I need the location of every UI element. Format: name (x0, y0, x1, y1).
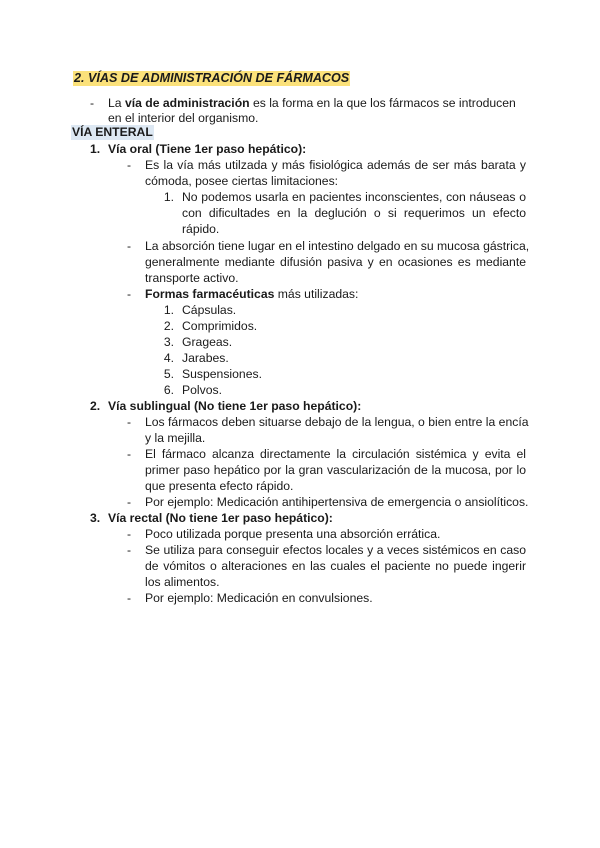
oral-bullet2-line1: La absorción tiene lugar en el intestino delgado en su mucosa gástrica, (145, 239, 530, 253)
oral-heading: Vía oral (Tiene 1er paso hepático): (108, 142, 307, 156)
form-item: Grageas. (182, 335, 233, 349)
form-item: Comprimidos. (182, 319, 258, 333)
bullet-dash: - (90, 96, 95, 110)
sublingual-heading: Vía sublingual (No tiene 1er paso hepático): (108, 399, 362, 413)
bullet-dash: - (127, 543, 132, 557)
bullet-dash: - (127, 495, 132, 509)
bullet-dash: - (127, 527, 132, 541)
form-number: 4. (163, 351, 174, 365)
sublingual-bullet2-line1: El fármaco alcanza directamente la circulación sistémica y evita el (145, 447, 526, 461)
sublingual-bullet2-line2: primer paso hepático por la gran vascularización de la mucosa, por lo (145, 463, 526, 477)
form-number: 1. (163, 303, 174, 317)
oral-bullet3 (145, 286, 358, 302)
oral-sub-line3: rápido. (182, 222, 220, 236)
rectal-number: 3. (90, 511, 101, 525)
form-number: 5. (163, 367, 174, 381)
intro-line-1 (108, 95, 526, 111)
intro-prefix: La (108, 96, 125, 110)
oral-bullet1-line1: Es la vía más utilzada y más fisiológica además de ser más barata y (145, 158, 526, 172)
oral-bullet2-line2: generalmente mediante difusión pasiva y en ocasiones es mediante (145, 255, 526, 269)
form-item: Suspensiones. (182, 367, 262, 381)
bullet-dash: - (127, 447, 132, 461)
rectal-bullet3: Por ejemplo: Medicación en convulsiones. (145, 591, 373, 605)
rectal-bullet2-line1: Se utiliza para conseguir efectos locales y a veces sistémicos en caso (145, 543, 526, 557)
intro-bold-term: vía de administración (124, 96, 250, 110)
page-title: 2. VÍAS DE ADMINISTRACIÓN DE FÁRMACOS (74, 71, 350, 85)
bullet-dash: - (127, 415, 132, 429)
sublingual-bullet2-line3: que presenta efecto rápido. (145, 479, 294, 493)
oral-bullet1-line2: cómoda, posee ciertas limitaciones: (145, 174, 339, 188)
bullet-dash: - (127, 287, 132, 301)
form-number: 6. (163, 383, 174, 397)
form-item: Polvos. (182, 383, 222, 397)
rectal-heading: Vía rectal (No tiene 1er paso hepático): (108, 511, 333, 525)
sublingual-bullet3: Por ejemplo: Medicación antihipertensiva de emergencia o ansiolíticos. (145, 495, 529, 509)
rectal-bullet2-line3: los alimentos. (145, 575, 220, 589)
bullet-dash: - (127, 239, 132, 253)
oral-bullet2-line3: transporte activo. (145, 271, 239, 285)
sublingual-number: 2. (90, 399, 101, 413)
oral-sub-line2: con dificultades en la deglución o si requerimos un efecto (182, 206, 526, 220)
sublingual-bullet1-line1: Los fármacos deben situarse debajo de la lengua, o bien entre la encía (145, 415, 529, 429)
oral-bullet3-bold: Formas farmacéuticas (145, 287, 275, 301)
oral-sub-line1: No podemos usarla en pacientes inconscientes, con náuseas o (182, 190, 526, 204)
sublingual-bullet1-line2: y la mejilla. (145, 431, 206, 445)
form-number: 3. (163, 335, 174, 349)
bullet-dash: - (127, 591, 132, 605)
intro-rest: es la forma en la que los fármacos se introducen (249, 96, 516, 110)
intro-line-2: en el interior del organismo. (108, 111, 259, 125)
bullet-dash: - (127, 158, 132, 172)
oral-number: 1. (90, 142, 101, 156)
form-item: Cápsulas. (182, 303, 237, 317)
rectal-bullet2-line2: de vómitos o alteraciones en las cuales el paciente no puede ingerir (145, 559, 526, 573)
oral-bullet3-rest: más utilizadas: (274, 287, 359, 301)
section-heading-enteral: VÍA ENTERAL (72, 125, 153, 139)
rectal-bullet1: Poco utilizada porque presenta una absorción errática. (145, 527, 441, 541)
oral-sub-number: 1. (163, 190, 174, 204)
form-item: Jarabes. (182, 351, 229, 365)
form-number: 2. (163, 319, 174, 333)
